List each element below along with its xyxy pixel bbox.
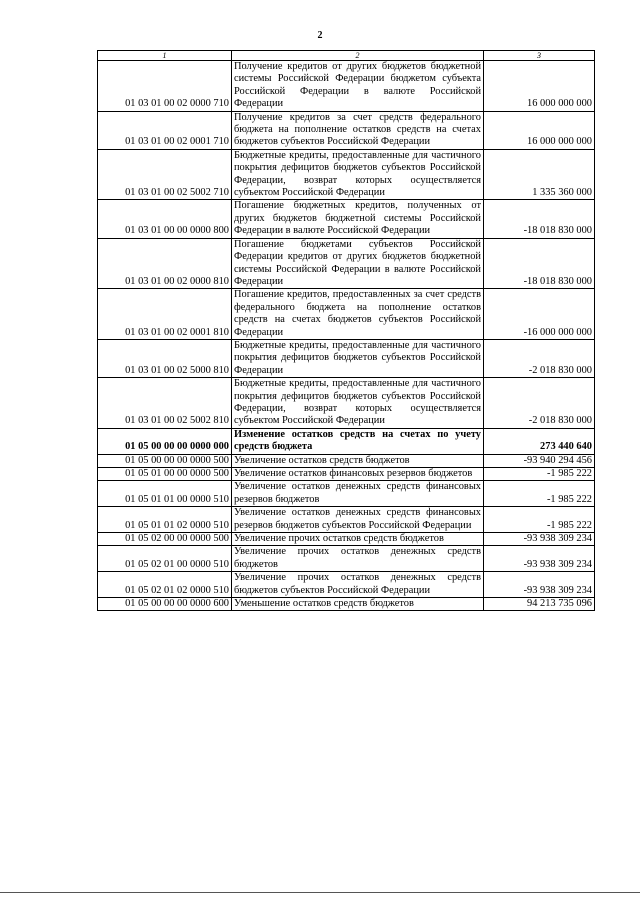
description-cell: Бюджетные кредиты, предоставленные для частичного покрытия дефицитов бюджетов субъектов Российской Федерации, возврат которых осуществляется субъектом Российской Федерации [232, 378, 484, 429]
table-row [98, 598, 595, 611]
description-cell: Увеличение прочих остатков денежных средств бюджетов субъектов Российской Федерации [232, 572, 484, 598]
budget-code-cell: 01 03 01 00 02 0000 710 [98, 61, 232, 112]
amount-cell: -16 000 000 000 [484, 289, 595, 340]
budget-code-cell: 01 03 01 00 02 5002 710 [98, 149, 232, 200]
amount-cell: -18 018 830 000 [484, 238, 595, 289]
table-row [98, 507, 595, 533]
budget-code-cell: 01 03 01 00 02 5000 810 [98, 339, 232, 377]
budget-code-cell: 01 05 01 01 02 0000 510 [98, 507, 232, 533]
table-row [98, 339, 595, 377]
description-cell: Погашение бюджетных кредитов, полученных от других бюджетов бюджетной системы Российской Федерации в валюте Российской Федерации [232, 200, 484, 238]
table-header-row [98, 51, 595, 61]
table-row [98, 572, 595, 598]
description-cell: Получение кредитов за счет средств федерального бюджета на пополнение остатков средств на счетах бюджетов субъектов Российской Федерации [232, 111, 484, 149]
budget-code-cell: 01 03 01 00 02 0001 710 [98, 111, 232, 149]
description-cell: Бюджетные кредиты, предоставленные для частичного покрытия дефицитов бюджетов субъектов Российской Федерации, возврат которых осуществляется субъектом Российской Федерации [232, 149, 484, 200]
description-cell: Увеличение остатков денежных средств финансовых резервов бюджетов субъектов Российской Федерации [232, 507, 484, 533]
column-header-3: 3 [484, 51, 595, 61]
table-row [98, 468, 595, 481]
table-row [98, 238, 595, 289]
description-cell: Увеличение прочих остатков денежных средств бюджетов [232, 546, 484, 572]
table-row [98, 378, 595, 429]
column-header-2: 2 [232, 51, 484, 61]
description-cell: Бюджетные кредиты, предоставленные для частичного покрытия дефицитов бюджетов субъектов Российской Федерации [232, 339, 484, 377]
amount-cell: 16 000 000 000 [484, 61, 595, 112]
table-row [98, 454, 595, 467]
description-cell: Изменение остатков средств на счетах по учету средств бюджета [232, 428, 484, 454]
description-cell: Уменьшение остатков средств бюджетов [232, 598, 484, 611]
budget-code-cell: 01 05 02 01 00 0000 510 [98, 546, 232, 572]
amount-cell: -93 938 309 234 [484, 533, 595, 546]
amount-cell: 1 335 360 000 [484, 149, 595, 200]
amount-cell: -1 985 222 [484, 507, 595, 533]
budget-code-cell: 01 05 02 01 02 0000 510 [98, 572, 232, 598]
amount-cell: -1 985 222 [484, 481, 595, 507]
amount-cell: 273 440 640 [484, 428, 595, 454]
budget-code-cell: 01 05 00 00 00 0000 500 [98, 454, 232, 467]
table-row [98, 61, 595, 112]
table-row [98, 111, 595, 149]
amount-cell: -93 940 294 456 [484, 454, 595, 467]
page-number: 2 [317, 30, 323, 41]
amount-cell: -93 938 309 234 [484, 572, 595, 598]
table-row [98, 289, 595, 340]
table-row [98, 533, 595, 546]
budget-code-cell: 01 05 00 00 00 0000 600 [98, 598, 232, 611]
description-cell: Увеличение остатков денежных средств финансовых резервов бюджетов [232, 481, 484, 507]
bottom-rule [0, 892, 640, 893]
table-body [98, 61, 595, 611]
amount-cell: -2 018 830 000 [484, 378, 595, 429]
amount-cell: 16 000 000 000 [484, 111, 595, 149]
budget-code-cell: 01 05 01 01 00 0000 510 [98, 481, 232, 507]
table-row [98, 200, 595, 238]
description-cell: Увеличение остатков средств бюджетов [232, 454, 484, 467]
budget-code-cell: 01 03 01 00 02 0001 810 [98, 289, 232, 340]
amount-cell: -2 018 830 000 [484, 339, 595, 377]
budget-code-cell: 01 05 01 00 00 0000 500 [98, 468, 232, 481]
budget-code-cell: 01 03 01 00 02 5002 810 [98, 378, 232, 429]
budget-code-cell: 01 03 01 00 02 0000 810 [98, 238, 232, 289]
table-row [98, 481, 595, 507]
description-cell: Погашение кредитов, предоставленных за счет средств федерального бюджета на пополнение остатков средств на счетах бюджетов субъектов Российской Федерации [232, 289, 484, 340]
description-cell: Погашение бюджетами субъектов Российской Федерации кредитов от других бюджетов бюджетной системы Российской Федерации в валюте Российской Федерации [232, 238, 484, 289]
budget-code-cell: 01 05 02 00 00 0000 500 [98, 533, 232, 546]
description-cell: Увеличение остатков финансовых резервов бюджетов [232, 468, 484, 481]
amount-cell: -18 018 830 000 [484, 200, 595, 238]
amount-cell: 94 213 735 096 [484, 598, 595, 611]
column-header-1: 1 [98, 51, 232, 61]
budget-code-cell: 01 05 00 00 00 0000 000 [98, 428, 232, 454]
budget-sources-table [97, 50, 595, 611]
table-row [98, 546, 595, 572]
table-row [98, 149, 595, 200]
budget-code-cell: 01 03 01 00 00 0000 800 [98, 200, 232, 238]
description-cell: Получение кредитов от других бюджетов бюджетной системы Российской Федерации бюджетом субъекта Российской Федерации в валюте Российской Федерации [232, 61, 484, 112]
amount-cell: -1 985 222 [484, 468, 595, 481]
amount-cell: -93 938 309 234 [484, 546, 595, 572]
table-row [98, 428, 595, 454]
description-cell: Увеличение прочих остатков средств бюджетов [232, 533, 484, 546]
